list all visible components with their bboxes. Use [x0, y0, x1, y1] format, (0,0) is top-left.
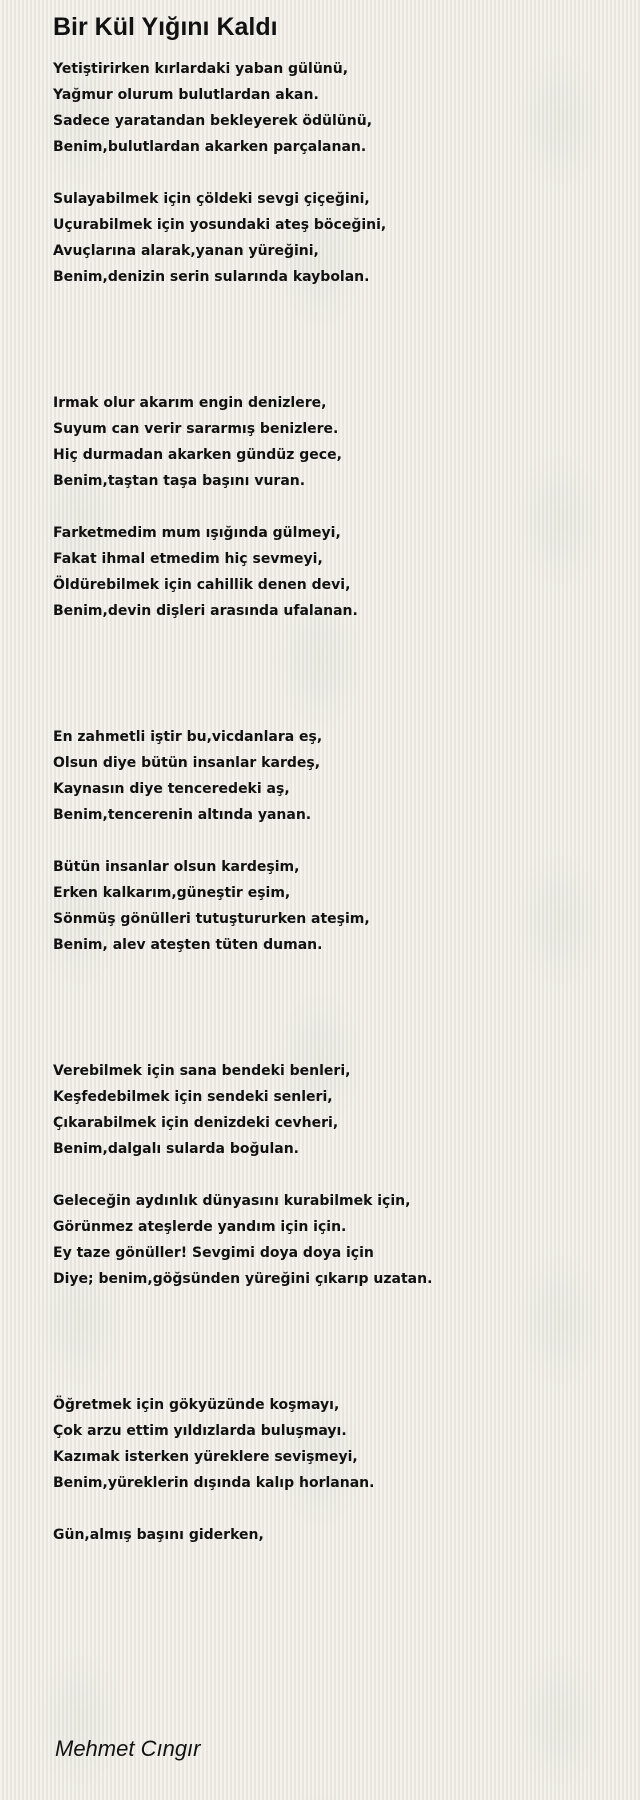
poem-line: Olsun diye bütün insanlar kardeş, [53, 755, 321, 771]
poem-line: Benim,devin dişleri arasında ufalanan. [53, 603, 358, 619]
stanza-gap [53, 494, 613, 520]
poem-line: Benim,taştan taşa başını vuran. [53, 473, 306, 489]
stanza-2 [53, 186, 613, 290]
section-gap [53, 1292, 613, 1392]
stanza-8 [53, 1188, 613, 1292]
section-gap [53, 958, 613, 1058]
poem-line: Bütün insanlar olsun kardeşim, [53, 859, 300, 875]
poem-line: Benim, alev ateşten tüten duman. [53, 937, 323, 953]
poem-line: Geleceğin aydınlık dünyasını kurabilmek için, [53, 1193, 411, 1209]
poem-page [53, 10, 613, 1548]
poem-line: Verebilmek için sana bendeki benleri, [53, 1063, 351, 1079]
stanza-5 [53, 724, 613, 828]
poem-line: Kazımak isterken yüreklere sevişmeyi, [53, 1449, 358, 1465]
poem-line: Sulayabilmek için çöldeki sevgi çiçeğini, [53, 191, 370, 207]
stanza-gap [53, 1496, 613, 1522]
stanza-gap [53, 1162, 613, 1188]
poem-title: Bir Kül Yığını Kaldı [53, 13, 278, 41]
section-gap [53, 290, 613, 390]
stanza-9 [53, 1392, 613, 1496]
poem-line: Diye; benim,göğsünden yüreğini çıkarıp uzatan. [53, 1271, 433, 1287]
poem-line: Avuçlarına alarak,yanan yüreğini, [53, 243, 319, 259]
poem-line: Erken kalkarım,güneştir eşim, [53, 885, 291, 901]
stanza-gap [53, 160, 613, 186]
poem-line: Çıkarabilmek için denizdeki cevheri, [53, 1115, 339, 1131]
poem-line: Ey taze gönüller! Sevgimi doya doya için [53, 1245, 374, 1261]
stanza-4 [53, 520, 613, 624]
stanza-3 [53, 390, 613, 494]
poem-line: Keşfedebilmek için sendeki senleri, [53, 1089, 333, 1105]
poem-line: Benim,bulutlardan akarken parçalanan. [53, 139, 367, 155]
poem-line: Benim,denizin serin sularında kaybolan. [53, 269, 370, 285]
stanza-7 [53, 1058, 613, 1162]
poem-line: Sadece yaratandan bekleyerek ödülünü, [53, 113, 373, 129]
poem-line: Hiç durmadan akarken gündüz gece, [53, 447, 342, 463]
poem-line: Öğretmek için gökyüzünde koşmayı, [53, 1397, 340, 1413]
poem-line: Benim,yüreklerin dışında kalıp horlanan. [53, 1475, 375, 1491]
poem-line: Gün,almış başını giderken, [53, 1527, 264, 1543]
poem-line: Suyum can verir sararmış benizlere. [53, 421, 339, 437]
section-gap [53, 624, 613, 724]
poem-line: En zahmetli iştir bu,vicdanlara eş, [53, 729, 323, 745]
poem-line: Yağmur olurum bulutlardan akan. [53, 87, 319, 103]
stanza-10 [53, 1522, 613, 1548]
author-name: Mehmet Cıngır [55, 1736, 201, 1761]
poem-line: Görünmez ateşlerde yandım için için. [53, 1219, 347, 1235]
stanza-6 [53, 854, 613, 958]
poem-line: Kaynasın diye tenceredeki aş, [53, 781, 290, 797]
poem-line: Fakat ihmal etmedim hiç sevmeyi, [53, 551, 323, 567]
poem-line: Sönmüş gönülleri tutuştururken ateşim, [53, 911, 370, 927]
poem-line: Benim,dalgalı sularda boğulan. [53, 1141, 299, 1157]
poem-line: Yetiştirirken kırlardaki yaban gülünü, [53, 61, 349, 77]
poem-line: Öldürebilmek için cahillik denen devi, [53, 577, 351, 593]
stanza-gap [53, 828, 613, 854]
poem-line: Irmak olur akarım engin denizlere, [53, 395, 327, 411]
poem-line: Farketmedim mum ışığında gülmeyi, [53, 525, 341, 541]
poem-line: Uçurabilmek için yosundaki ateş böceğini, [53, 217, 387, 233]
poem-line: Çok arzu ettim yıldızlarda buluşmayı. [53, 1423, 347, 1439]
stanza-1 [53, 56, 613, 160]
poem-line: Benim,tencerenin altında yanan. [53, 807, 312, 823]
